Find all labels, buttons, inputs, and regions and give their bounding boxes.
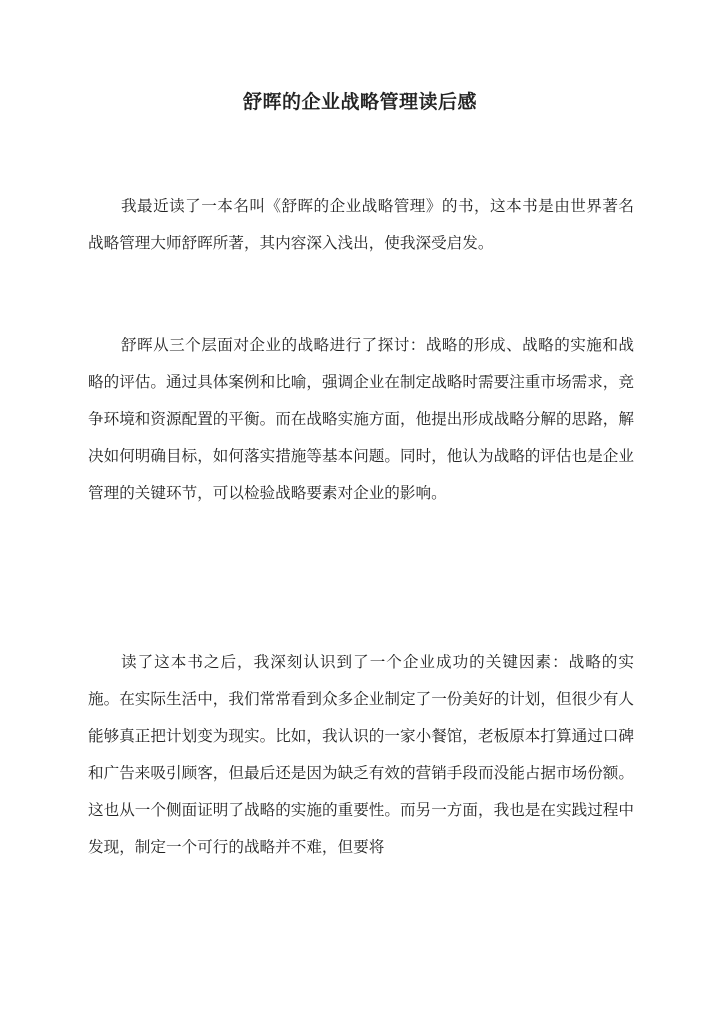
document-title: 舒晖的企业战略管理读后感 <box>242 91 477 113</box>
paragraph-1: 我最近读了一本名叫《舒晖的企业战略管理》的书，这本书是由世界著名战略管理大师舒晖所著，其内容深入浅出，使我深受启发。 <box>88 197 634 252</box>
paragraph-2: 舒晖从三个层面对企业的战略进行了探讨：战略的形成、战略的实施和战略的评估。通过具体案例和比喻，强调企业在制定战略时需要注重市场需求，竞争环境和资源配置的平衡。而在战略实施方面，他提出形成战略分解的思路，解决如何明确目标，如何落实措施等基本问题。同时，他认为战略的评估也是企业管理的关键环节，可以检验战略要素对企业的影响。 <box>88 336 634 502</box>
paragraph-3: 读了这本书之后，我深刻认识到了一个企业成功的关键因素：战略的实施。在实际生活中，我们常常看到众多企业制定了一份美好的计划，但很少有人能够真正把计划变为现实。比如，我认识的一家小餐馆，老板原本打算通过口碑和广告来吸引顾客，但最后还是因为缺乏有效的营销手段而没能占据市场份额。这也从一个侧面证明了战略的实施的重要性。而另一方面，我也是在实践过程中发现，制定一个可行的战略并不难，但要将 <box>88 653 634 856</box>
